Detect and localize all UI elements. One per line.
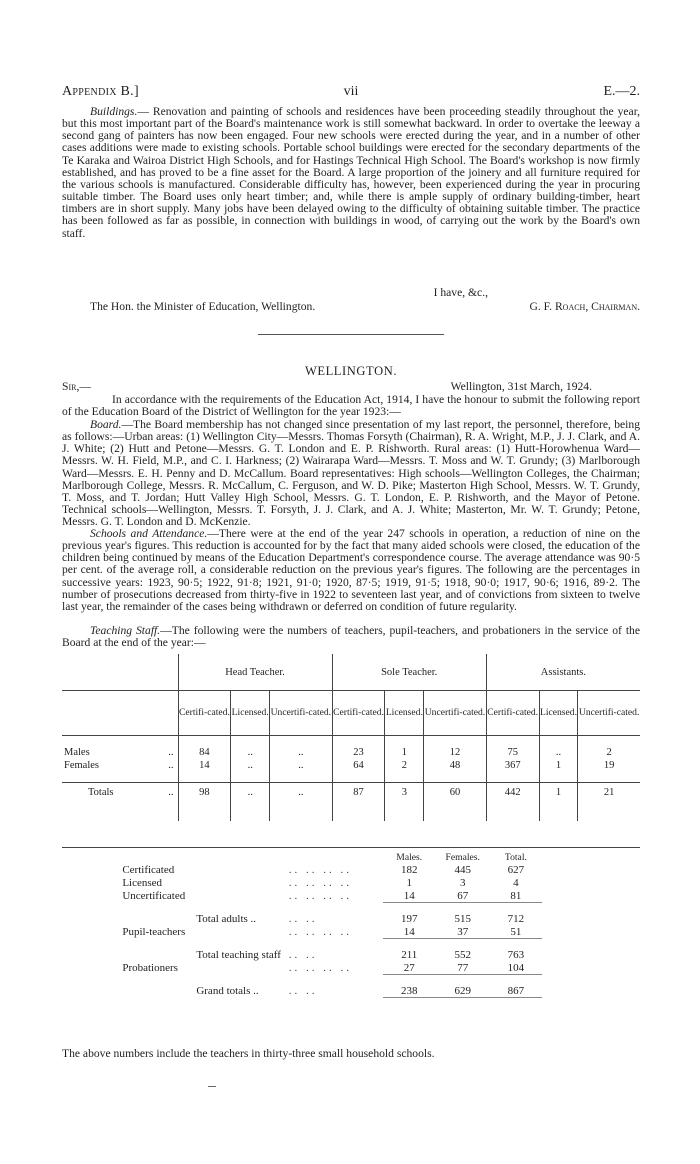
- row-leader: ..: [168, 760, 174, 771]
- staff-summary-table: [62, 852, 542, 998]
- buildings-heading: Buildings.: [90, 105, 138, 118]
- row-label: Females: [64, 760, 99, 771]
- table-cell: 1: [539, 783, 578, 802]
- buildings-paragraph: [62, 106, 640, 240]
- table-row: [62, 876, 542, 889]
- row-label: Licensed: [122, 876, 163, 889]
- table-cell: 14: [383, 925, 436, 939]
- board-heading: Board.: [90, 418, 122, 431]
- table-cell: 1: [406, 876, 412, 889]
- teaching-staff-heading: Teaching Staff.: [90, 624, 161, 637]
- row-label: Pupil-teachers: [122, 925, 186, 938]
- row-leader: .. .. .. ..: [288, 889, 353, 902]
- table-row: [62, 925, 542, 939]
- row-label: Males: [64, 747, 90, 758]
- table-cell: 763: [507, 948, 525, 961]
- table-bottom-rule: [62, 847, 640, 848]
- table-cell: 2: [385, 759, 424, 772]
- page-header: [62, 84, 640, 102]
- table-cell: 48: [424, 759, 487, 772]
- group-header: Sole Teacher.: [332, 654, 486, 691]
- row-leader: .. .. .. ..: [288, 925, 353, 938]
- column-header: Licensed.: [231, 691, 270, 736]
- page-number: vii: [343, 84, 359, 99]
- signature-block: [62, 300, 640, 316]
- row-label: Certificated: [122, 863, 175, 876]
- table-cell: 77: [436, 961, 490, 975]
- row-label: Totals: [62, 783, 148, 802]
- table-cell: 37: [436, 925, 490, 939]
- page-mark: [208, 1086, 216, 1087]
- table-cell: ..: [231, 783, 270, 802]
- row-label: Probationers: [122, 961, 178, 974]
- table-cell: ..: [539, 746, 578, 759]
- table-cell: 19: [578, 759, 640, 772]
- row-leader: .. .. .. ..: [288, 863, 353, 876]
- column-header: Males.: [396, 852, 423, 863]
- attendance-heading: Schools and Attendance.: [90, 527, 208, 540]
- table-corner: [62, 691, 178, 736]
- signatory: G. F. Roach, Chairman.: [529, 300, 640, 313]
- table-row: [62, 889, 542, 903]
- grand-total-row: [62, 984, 542, 998]
- table-cell: ..: [270, 783, 333, 802]
- column-header: Females.: [445, 852, 480, 863]
- attendance-text: —There were at the end of the year 247 schools in operation, a reduction of nine on the previous year's figures. This reduction is accounted for by the fact that many aided schools were closed, the education of the children being continued by means of the Education Department's correspondence course. The average attendance was 90·5 per cent. of the average roll, a considerable reduction on the previous year's figures. The following are the percentages in successive years: 1923, 90·5; 1922, 91·8; 1921, 91·0; 1920, 87·5; 1919, 91·5; 1918, 90·0; 1917, 90·6; 1916, 89·2. The number of prosecutions decreased from thirty-five in 1922 to seventeen last year, and of convictions from sixteen to twelve last year, the remainder of the cases being withdrawn or deferred on condition of future regularity.: [62, 527, 641, 613]
- row-label: Total teaching staff: [196, 948, 281, 961]
- table-cell: 445: [454, 863, 471, 876]
- table-row: [62, 961, 542, 975]
- totals-row: [62, 783, 640, 802]
- column-header: Total.: [504, 852, 527, 863]
- table-row: [62, 863, 542, 876]
- group-header: Head Teacher.: [178, 654, 332, 691]
- salutation-line: [62, 380, 640, 394]
- table-cell: ..: [231, 759, 270, 772]
- table-cell: 629: [436, 984, 490, 998]
- table-cell: 442: [486, 783, 539, 802]
- table-cell: 51: [490, 925, 542, 939]
- column-header: Uncertifi-cated.: [270, 691, 333, 736]
- table-cell: 12: [424, 746, 487, 759]
- board-paragraph: [62, 419, 640, 528]
- table-cell: 515: [454, 912, 471, 925]
- table-corner: [62, 654, 178, 691]
- board-text: —The Board membership has not changed since presentation of my last report, the personnel, therefore, being as follows:—Urban areas: (1) Wellington City—Messrs. Thomas Forsyth (Chairman), R. A. Wright, M.P., J. J. Clark, and A. J. White; (2) Hutt and Petone—Messrs. G. T. London and E. P. Rishworth. Rural areas: (1) Hutt-Horowhenua Ward—Messrs. W. H. Field, M.P., and C. I. Harkness; (2) Wairarapa Ward—Messrs. T. Moss and W. T. Grundy; (3) Marlborough Ward—Messrs. E. H. Penny and D. McCallum. Board representatives: High schools—Wellington Colleges, the Chairman; Marlborough College, Messrs. R. McCallum, C. Ferguson, and W. D. Pike; Masterton High School, Messrs. W. T. Grundy, T. Moss, and T. Jordan; Hutt Valley High School, Messrs. G. T. London, E. P. Rishworth, and the Mayor of Petone. Technical schools—Wellington, Messrs. T. Forsyth, J. J. Clark, and A. J. White; Masterton, Mr. W. T. Grundy; Petone, Messrs. G. T. London and D. McKenzie.: [62, 418, 640, 529]
- table-row: [62, 746, 640, 759]
- column-header: Uncertifi-cated.: [578, 691, 640, 736]
- row-leader: ..: [168, 747, 174, 758]
- place-date: Wellington, 31st March, 1924.: [450, 380, 592, 393]
- table-cell: 712: [507, 912, 525, 925]
- table-cell: 104: [490, 961, 542, 975]
- table-cell: 627: [507, 863, 525, 876]
- footnote: The above numbers include the teachers in thirty-three small household schools.: [62, 1047, 435, 1060]
- table-cell: 84: [178, 746, 231, 759]
- table-cell: 27: [383, 961, 436, 975]
- section-divider: [258, 334, 444, 335]
- table-cell: 87: [332, 783, 385, 802]
- table-cell: 60: [424, 783, 487, 802]
- table-cell: 75: [486, 746, 539, 759]
- table-cell: 81: [490, 889, 542, 903]
- table-cell: 3: [459, 876, 466, 889]
- table-cell: 1: [385, 746, 424, 759]
- table-cell: ..: [231, 746, 270, 759]
- table-cell: 4: [513, 876, 519, 889]
- table-cell: 182: [400, 863, 418, 876]
- table-row: [62, 759, 640, 772]
- table-cell: ..: [270, 746, 333, 759]
- addressee: The Hon. the Minister of Education, Wellington.: [90, 300, 316, 313]
- row-leader: .. ..: [288, 948, 318, 961]
- table-cell: 238: [383, 984, 436, 998]
- row-leader: .. ..: [288, 984, 318, 997]
- subtotal-row: [62, 912, 542, 925]
- row-leader: .. .. .. ..: [288, 876, 353, 889]
- table-cell: 64: [332, 759, 385, 772]
- column-header: Certifi-cated.: [332, 691, 385, 736]
- table-cell: 211: [401, 948, 418, 961]
- intro-paragraph: In accordance with the requirements of the Education Act, 1914, I have the honour to submit the following report of the Education Board of the District of Wellington for the year 1923:—: [62, 393, 640, 419]
- row-label: Uncertificated: [122, 889, 186, 902]
- column-header: Certifi-cated.: [178, 691, 231, 736]
- teaching-staff-text: —The following were the numbers of teachers, pupil-teachers, and probationers in the service of the Board at the end of the year:—: [62, 624, 640, 650]
- document-reference: E.—2.: [603, 84, 640, 99]
- table-cell: 98: [178, 783, 231, 802]
- table-cell: 67: [436, 889, 490, 903]
- row-leader: .. ..: [288, 912, 318, 925]
- row-label: Grand totals ..: [196, 984, 259, 997]
- table-cell: 867: [490, 984, 542, 998]
- group-header: Assistants.: [486, 654, 640, 691]
- column-header: Uncertifi-cated.: [424, 691, 487, 736]
- table-cell: 367: [486, 759, 539, 772]
- table-cell: ..: [270, 759, 333, 772]
- buildings-text: — Renovation and painting of schools and residences have been proceeding steadily throughout the year, but this most important part of the Board's maintenance work is still somewhat backward. In order to overtake the leeway a second gang of painters has now been engaged. Four new schools were erected during the year, and in a number of other cases additions were made to existing schools. Portable school buildings were erected for the secondary departments of the Te Karaka and Wairoa District High Schools, and for Hastings Technical High School. The Board's workshop is now firmly established, and has proved to be a fine asset for the Board. A large proportion of the joinery and all furniture required for the various schools is manufactured. Considerable difficulty has, however, been experienced during the year in procuring suitable timber. The Board uses only heart timber; and, while there is ample supply of ordinary building-timber, heart timbers are in short supply. Many jobs have been delayed owing to the difficulty of obtaining suitable timber. The practice has been followed as far as possible, in connection with buildings in wood, of carrying out the work by the Board's own staff.: [62, 105, 640, 240]
- table-cell: 21: [578, 783, 640, 802]
- table-cell: 14: [178, 759, 231, 772]
- appendix-label: Appendix B.]: [62, 84, 139, 99]
- column-header: Licensed.: [385, 691, 424, 736]
- row-leader: .. .. .. ..: [288, 961, 353, 974]
- table-cell: 3: [385, 783, 424, 802]
- teaching-staff-paragraph: [62, 625, 640, 649]
- section-title: WELLINGTON.: [304, 364, 398, 378]
- column-header: Licensed.: [539, 691, 578, 736]
- attendance-paragraph: [62, 528, 640, 613]
- table-cell: 23: [332, 746, 385, 759]
- table-cell: 2: [578, 746, 640, 759]
- table-cell: 552: [454, 948, 471, 961]
- subtotal-row: [62, 948, 542, 961]
- column-header: Certifi-cated.: [486, 691, 539, 736]
- table-cell: 197: [400, 912, 418, 925]
- table-cell: 14: [383, 889, 436, 903]
- salutation: Sir,—: [62, 380, 91, 393]
- table-cell: 1: [539, 759, 578, 772]
- closing-line: I have, &c.,: [433, 286, 488, 299]
- row-label: Total adults ..: [196, 912, 257, 925]
- teaching-staff-table: [62, 654, 640, 821]
- row-leader: ..: [148, 783, 178, 802]
